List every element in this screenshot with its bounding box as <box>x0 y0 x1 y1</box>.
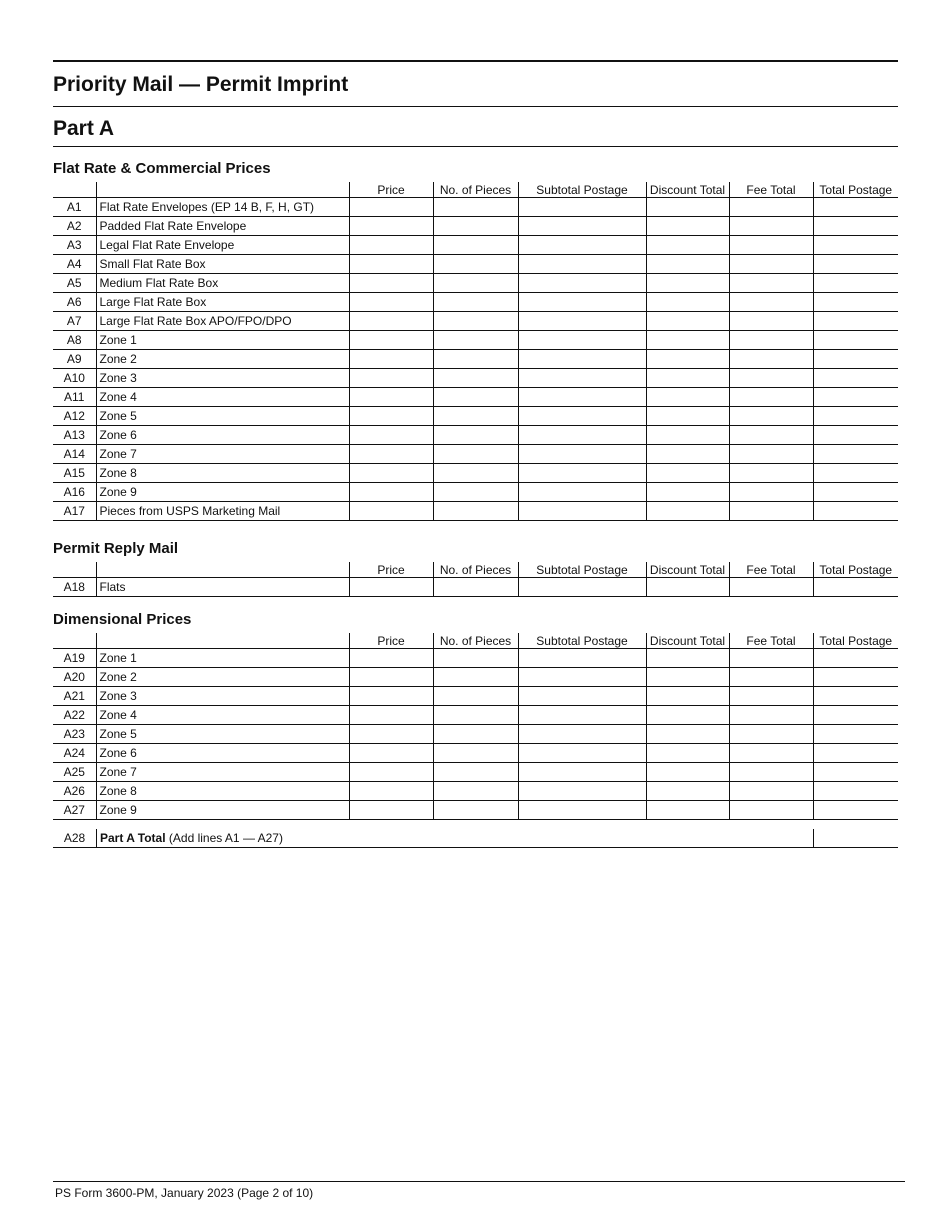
price-field[interactable] <box>349 744 433 763</box>
subtotal-postage-field[interactable] <box>518 706 646 725</box>
line-description: Large Flat Rate Box APO/FPO/DPO <box>96 312 349 331</box>
form-title: Priority Mail — Permit Imprint <box>53 73 349 96</box>
table-row <box>53 426 898 445</box>
line-description: Zone 8 <box>96 782 349 801</box>
fee-total-field[interactable] <box>729 255 813 274</box>
discount-total-field[interactable] <box>646 274 729 293</box>
total-postage-field[interactable] <box>813 331 898 350</box>
total-postage-field[interactable] <box>813 801 898 820</box>
price-field[interactable] <box>349 668 433 687</box>
subtotal-postage-field[interactable] <box>518 407 646 426</box>
fee-total-field[interactable] <box>729 236 813 255</box>
subtotal-postage-field[interactable] <box>518 255 646 274</box>
price-field[interactable] <box>349 198 433 217</box>
fee-total-field[interactable] <box>729 388 813 407</box>
price-field[interactable] <box>349 255 433 274</box>
discount-total-field[interactable] <box>646 706 729 725</box>
subtotal-postage-field[interactable] <box>518 369 646 388</box>
table-row <box>53 312 898 331</box>
table-row <box>53 725 898 744</box>
fee-total-field[interactable] <box>729 744 813 763</box>
total-postage-field[interactable] <box>813 198 898 217</box>
subtotal-postage-field[interactable] <box>518 763 646 782</box>
discount-total-field[interactable] <box>646 236 729 255</box>
fee-total-field[interactable] <box>729 274 813 293</box>
section-title-permit-reply: Permit Reply Mail <box>53 540 179 557</box>
pieces-field[interactable] <box>433 331 518 350</box>
subtotal-postage-field[interactable] <box>518 274 646 293</box>
column-header: No. of Pieces <box>433 562 518 578</box>
price-field[interactable] <box>349 706 433 725</box>
pieces-field[interactable] <box>433 687 518 706</box>
discount-total-field[interactable] <box>646 725 729 744</box>
line-description: Zone 7 <box>96 763 349 782</box>
line-description: Zone 9 <box>96 483 349 502</box>
line-number: A2 <box>53 217 96 236</box>
fee-total-field[interactable] <box>729 350 813 369</box>
total-label <box>97 829 814 848</box>
line-description: Large Flat Rate Box <box>96 293 349 312</box>
pieces-field[interactable] <box>433 725 518 744</box>
column-header: Total Postage <box>813 633 898 649</box>
header-blank <box>96 182 349 198</box>
line-number: A24 <box>53 744 96 763</box>
price-field[interactable] <box>349 687 433 706</box>
pieces-field[interactable] <box>433 312 518 331</box>
table-header-row <box>53 182 898 198</box>
line-number: A10 <box>53 369 96 388</box>
subtotal-postage-field[interactable] <box>518 801 646 820</box>
line-description: Zone 5 <box>96 407 349 426</box>
table-row <box>53 464 898 483</box>
line-description: Zone 1 <box>96 331 349 350</box>
price-field[interactable] <box>349 312 433 331</box>
pieces-field[interactable] <box>433 255 518 274</box>
pieces-field[interactable] <box>433 801 518 820</box>
discount-total-field[interactable] <box>646 483 729 502</box>
discount-total-field[interactable] <box>646 426 729 445</box>
table-row <box>53 706 898 725</box>
fee-total-field[interactable] <box>729 578 813 597</box>
table-row <box>53 687 898 706</box>
discount-total-field[interactable] <box>646 217 729 236</box>
subtotal-postage-field[interactable] <box>518 426 646 445</box>
price-field[interactable] <box>349 578 433 597</box>
fee-total-field[interactable] <box>729 293 813 312</box>
discount-total-field[interactable] <box>646 445 729 464</box>
discount-total-field[interactable] <box>646 782 729 801</box>
line-number: A8 <box>53 331 96 350</box>
price-field[interactable] <box>349 649 433 668</box>
line-number: A6 <box>53 293 96 312</box>
discount-total-field[interactable] <box>646 369 729 388</box>
line-number: A12 <box>53 407 96 426</box>
line-description: Zone 5 <box>96 725 349 744</box>
discount-total-field[interactable] <box>646 668 729 687</box>
total-postage-field[interactable] <box>813 706 898 725</box>
table-row <box>53 763 898 782</box>
discount-total-field[interactable] <box>646 801 729 820</box>
table-row <box>53 649 898 668</box>
pieces-field[interactable] <box>433 350 518 369</box>
fee-total-field[interactable] <box>729 502 813 521</box>
line-description: Legal Flat Rate Envelope <box>96 236 349 255</box>
section-title-dimensional: Dimensional Prices <box>53 611 192 628</box>
column-header: Total Postage <box>813 562 898 578</box>
total-postage-field[interactable] <box>813 649 898 668</box>
dimensional-table <box>53 633 898 820</box>
discount-total-field[interactable] <box>646 687 729 706</box>
total-postage-field[interactable] <box>813 445 898 464</box>
pieces-field[interactable] <box>433 388 518 407</box>
price-field[interactable] <box>349 350 433 369</box>
line-description: Zone 9 <box>96 801 349 820</box>
line-description: Zone 3 <box>96 687 349 706</box>
column-header: Discount Total <box>646 562 729 578</box>
fee-total-field[interactable] <box>729 687 813 706</box>
price-field[interactable] <box>349 782 433 801</box>
column-header: Price <box>349 562 433 578</box>
table-row <box>53 502 898 521</box>
table-row <box>53 274 898 293</box>
table-row <box>53 407 898 426</box>
subtotal-postage-field[interactable] <box>518 687 646 706</box>
discount-total-field[interactable] <box>646 649 729 668</box>
total-postage-field[interactable] <box>813 236 898 255</box>
price-field[interactable] <box>349 293 433 312</box>
price-field[interactable] <box>349 725 433 744</box>
fee-total-field[interactable] <box>729 426 813 445</box>
line-number: A20 <box>53 668 96 687</box>
price-field[interactable] <box>349 502 433 521</box>
total-postage-field[interactable] <box>813 312 898 331</box>
fee-total-field[interactable] <box>729 445 813 464</box>
discount-total-field[interactable] <box>646 578 729 597</box>
price-field[interactable] <box>349 801 433 820</box>
price-field[interactable] <box>349 236 433 255</box>
column-header: Discount Total <box>646 182 729 198</box>
line-description: Zone 4 <box>96 706 349 725</box>
subtotal-postage-field[interactable] <box>518 725 646 744</box>
subtotal-postage-field[interactable] <box>518 350 646 369</box>
total-postage-field[interactable] <box>813 388 898 407</box>
total-postage-field[interactable] <box>813 725 898 744</box>
price-field[interactable] <box>349 331 433 350</box>
column-header: Price <box>349 633 433 649</box>
subtotal-postage-field[interactable] <box>518 578 646 597</box>
total-postage-field[interactable] <box>813 483 898 502</box>
table-row <box>53 483 898 502</box>
table-row <box>53 668 898 687</box>
line-number: A26 <box>53 782 96 801</box>
form-footer: PS Form 3600-PM, January 2023 (Page 2 of 10) <box>55 1186 314 1200</box>
total-postage-field[interactable] <box>813 217 898 236</box>
part-heading: Part A <box>53 117 115 140</box>
pieces-field[interactable] <box>433 426 518 445</box>
line-number: A14 <box>53 445 96 464</box>
line-number: A18 <box>53 578 96 597</box>
total-label-bold: Part A Total <box>100 831 166 845</box>
line-number: A13 <box>53 426 96 445</box>
fee-total-field[interactable] <box>729 706 813 725</box>
part-rule <box>53 146 898 147</box>
line-description: Flat Rate Envelopes (EP 14 B, F, H, GT) <box>96 198 349 217</box>
discount-total-field[interactable] <box>646 744 729 763</box>
table-header-row <box>53 562 898 578</box>
price-field[interactable] <box>349 274 433 293</box>
line-number: A17 <box>53 502 96 521</box>
column-header: Fee Total <box>729 182 813 198</box>
pieces-field[interactable] <box>433 369 518 388</box>
discount-total-field[interactable] <box>646 388 729 407</box>
line-description: Zone 4 <box>96 388 349 407</box>
pieces-field[interactable] <box>433 445 518 464</box>
total-postage-field[interactable] <box>813 426 898 445</box>
column-header: Subtotal Postage <box>518 182 646 198</box>
price-field[interactable] <box>349 217 433 236</box>
discount-total-field[interactable] <box>646 293 729 312</box>
flat-rate-table <box>53 182 898 521</box>
pieces-field[interactable] <box>433 198 518 217</box>
line-number: A21 <box>53 687 96 706</box>
column-header: No. of Pieces <box>433 633 518 649</box>
subtotal-postage-field[interactable] <box>518 331 646 350</box>
line-number: A3 <box>53 236 96 255</box>
line-number: A11 <box>53 388 96 407</box>
top-rule <box>53 60 898 62</box>
line-description: Zone 1 <box>96 649 349 668</box>
subtotal-postage-field[interactable] <box>518 782 646 801</box>
price-field[interactable] <box>349 763 433 782</box>
table-row <box>53 445 898 464</box>
table-row <box>53 369 898 388</box>
discount-total-field[interactable] <box>646 312 729 331</box>
line-number: A1 <box>53 198 96 217</box>
price-field[interactable] <box>349 445 433 464</box>
line-description: Zone 8 <box>96 464 349 483</box>
line-description: Zone 2 <box>96 668 349 687</box>
title-rule <box>53 106 898 107</box>
line-number: A27 <box>53 801 96 820</box>
line-description: Zone 6 <box>96 744 349 763</box>
pieces-field[interactable] <box>433 668 518 687</box>
total-postage-field[interactable] <box>813 255 898 274</box>
discount-total-field[interactable] <box>646 502 729 521</box>
pieces-field[interactable] <box>433 502 518 521</box>
price-field[interactable] <box>349 483 433 502</box>
discount-total-field[interactable] <box>646 255 729 274</box>
total-postage-field[interactable] <box>813 369 898 388</box>
line-description: Zone 6 <box>96 426 349 445</box>
total-postage-field[interactable] <box>813 744 898 763</box>
fee-total-field[interactable] <box>729 407 813 426</box>
total-postage-field[interactable] <box>813 407 898 426</box>
pieces-field[interactable] <box>433 274 518 293</box>
fee-total-field[interactable] <box>729 763 813 782</box>
fee-total-field[interactable] <box>729 668 813 687</box>
discount-total-field[interactable] <box>646 350 729 369</box>
fee-total-field[interactable] <box>729 312 813 331</box>
fee-total-field[interactable] <box>729 198 813 217</box>
header-blank <box>96 562 349 578</box>
total-postage-field[interactable] <box>813 687 898 706</box>
header-blank <box>53 182 96 198</box>
column-header: Discount Total <box>646 633 729 649</box>
pieces-field[interactable] <box>433 649 518 668</box>
subtotal-postage-field[interactable] <box>518 388 646 407</box>
table-row <box>53 578 898 597</box>
table-row <box>53 350 898 369</box>
table-row <box>53 198 898 217</box>
discount-total-field[interactable] <box>646 464 729 483</box>
discount-total-field[interactable] <box>646 331 729 350</box>
line-number: A23 <box>53 725 96 744</box>
table-row <box>53 801 898 820</box>
subtotal-postage-field[interactable] <box>518 293 646 312</box>
fee-total-field[interactable] <box>729 782 813 801</box>
subtotal-postage-field[interactable] <box>518 236 646 255</box>
table-row <box>53 255 898 274</box>
total-postage-field[interactable] <box>813 668 898 687</box>
total-postage-field[interactable] <box>813 350 898 369</box>
line-description: Pieces from USPS Marketing Mail <box>96 502 349 521</box>
table-row <box>53 293 898 312</box>
subtotal-postage-field[interactable] <box>518 445 646 464</box>
fee-total-field[interactable] <box>729 483 813 502</box>
subtotal-postage-field[interactable] <box>518 198 646 217</box>
pieces-field[interactable] <box>433 706 518 725</box>
total-label-rest: (Add lines A1 — A27) <box>165 831 283 845</box>
subtotal-postage-field[interactable] <box>518 668 646 687</box>
part-a-total-row <box>53 829 898 848</box>
line-description: Zone 7 <box>96 445 349 464</box>
total-postage-field[interactable] <box>814 829 899 848</box>
header-blank <box>53 633 96 649</box>
subtotal-postage-field[interactable] <box>518 217 646 236</box>
table-row <box>53 744 898 763</box>
fee-total-field[interactable] <box>729 369 813 388</box>
pieces-field[interactable] <box>433 763 518 782</box>
pieces-field[interactable] <box>433 744 518 763</box>
line-number: A9 <box>53 350 96 369</box>
price-field[interactable] <box>349 388 433 407</box>
table-row <box>53 388 898 407</box>
pieces-field[interactable] <box>433 236 518 255</box>
pieces-field[interactable] <box>433 578 518 597</box>
table-row <box>53 782 898 801</box>
table-header-row <box>53 633 898 649</box>
header-blank <box>53 562 96 578</box>
pieces-field[interactable] <box>433 407 518 426</box>
total-postage-field[interactable] <box>813 274 898 293</box>
pieces-field[interactable] <box>433 464 518 483</box>
permit-reply-table <box>53 562 898 597</box>
footer-rule <box>53 1181 905 1182</box>
fee-total-field[interactable] <box>729 801 813 820</box>
pieces-field[interactable] <box>433 293 518 312</box>
column-header: Total Postage <box>813 182 898 198</box>
line-number: A25 <box>53 763 96 782</box>
table-row <box>53 331 898 350</box>
column-header: No. of Pieces <box>433 182 518 198</box>
column-header: Price <box>349 182 433 198</box>
price-field[interactable] <box>349 426 433 445</box>
line-description: Small Flat Rate Box <box>96 255 349 274</box>
discount-total-field[interactable] <box>646 407 729 426</box>
line-number: A7 <box>53 312 96 331</box>
fee-total-field[interactable] <box>729 649 813 668</box>
total-postage-field[interactable] <box>813 293 898 312</box>
pieces-field[interactable] <box>433 483 518 502</box>
subtotal-postage-field[interactable] <box>518 744 646 763</box>
line-description: Flats <box>96 578 349 597</box>
discount-total-field[interactable] <box>646 763 729 782</box>
line-number: A4 <box>53 255 96 274</box>
fee-total-field[interactable] <box>729 725 813 744</box>
fee-total-field[interactable] <box>729 331 813 350</box>
section-title-flat-rate: Flat Rate & Commercial Prices <box>53 160 271 177</box>
pieces-field[interactable] <box>433 782 518 801</box>
subtotal-postage-field[interactable] <box>518 312 646 331</box>
line-number: A5 <box>53 274 96 293</box>
header-blank <box>96 633 349 649</box>
line-number: A22 <box>53 706 96 725</box>
price-field[interactable] <box>349 464 433 483</box>
discount-total-field[interactable] <box>646 198 729 217</box>
column-header: Subtotal Postage <box>518 633 646 649</box>
fee-total-field[interactable] <box>729 217 813 236</box>
column-header: Fee Total <box>729 633 813 649</box>
subtotal-postage-field[interactable] <box>518 502 646 521</box>
total-postage-field[interactable] <box>813 464 898 483</box>
total-postage-field[interactable] <box>813 763 898 782</box>
subtotal-postage-field[interactable] <box>518 649 646 668</box>
price-field[interactable] <box>349 369 433 388</box>
line-number: A28 <box>53 829 97 848</box>
price-field[interactable] <box>349 407 433 426</box>
total-postage-field[interactable] <box>813 502 898 521</box>
total-postage-field[interactable] <box>813 578 898 597</box>
subtotal-postage-field[interactable] <box>518 464 646 483</box>
column-header: Fee Total <box>729 562 813 578</box>
line-number: A16 <box>53 483 96 502</box>
table-row <box>53 236 898 255</box>
line-description: Zone 2 <box>96 350 349 369</box>
fee-total-field[interactable] <box>729 464 813 483</box>
subtotal-postage-field[interactable] <box>518 483 646 502</box>
line-number: A15 <box>53 464 96 483</box>
line-description: Medium Flat Rate Box <box>96 274 349 293</box>
line-description: Padded Flat Rate Envelope <box>96 217 349 236</box>
pieces-field[interactable] <box>433 217 518 236</box>
column-header: Subtotal Postage <box>518 562 646 578</box>
total-postage-field[interactable] <box>813 782 898 801</box>
table-row <box>53 217 898 236</box>
line-description: Zone 3 <box>96 369 349 388</box>
line-number: A19 <box>53 649 96 668</box>
